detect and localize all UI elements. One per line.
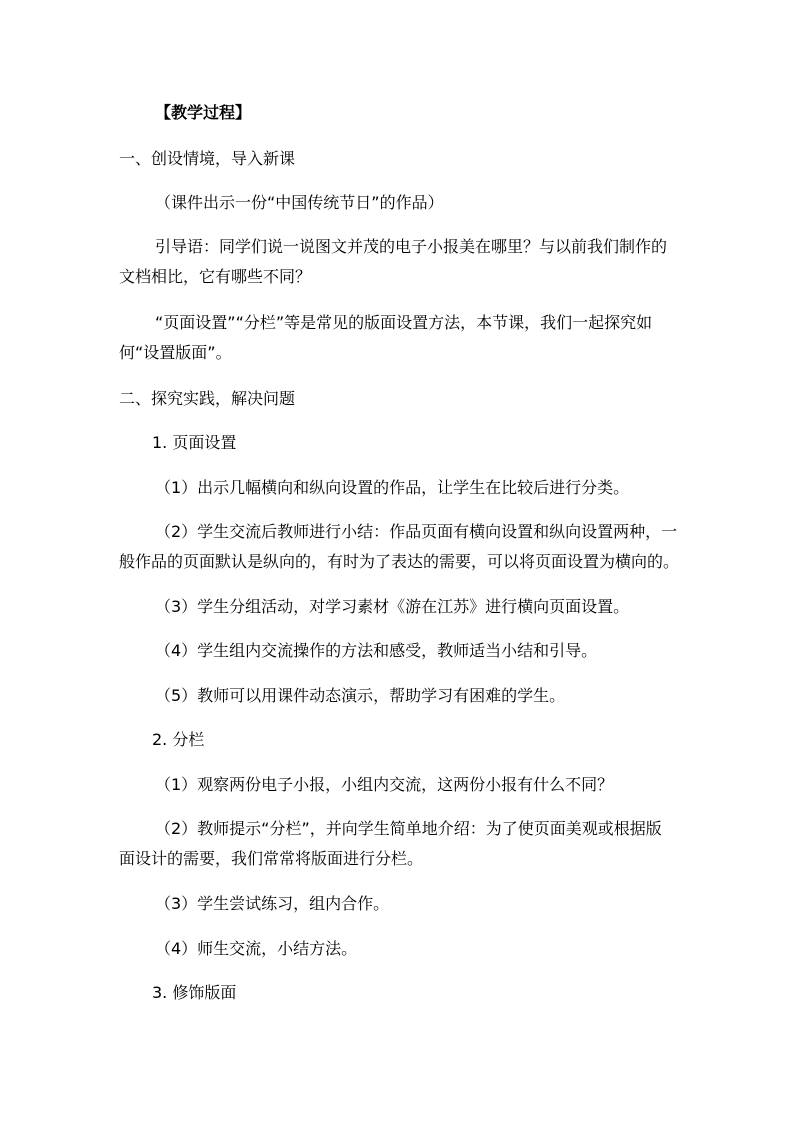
section-1-paragraph-3-line-1: “页面设置”“分栏”等是常见的版面设置方法，本节课，我们一起探究如 bbox=[155, 313, 653, 332]
subsection-1-item-2-line-1: （2）学生交流后教师进行小结：作品页面有横向设置和纵向设置两种，一 bbox=[155, 522, 678, 541]
section-1-paragraph-3-line-2: 何“设置版面”。 bbox=[119, 343, 232, 362]
subsection-2-item-4: （4）师生交流，小结方法。 bbox=[155, 939, 358, 958]
subsection-2-item-2-line-2: 面设计的需要，我们常常将版面进行分栏。 bbox=[119, 849, 424, 868]
section-1-paragraph-2-line-2: 文档相比，它有哪些不同？ bbox=[119, 267, 312, 286]
subsection-1-item-2-line-2: 般作品的页面默认是纵向的，有时为了表达的需要，可以将页面设置为横向的。 bbox=[119, 552, 680, 571]
subsection-1-item-5: （5）教师可以用课件动态演示，帮助学习有困难的学生。 bbox=[155, 686, 566, 705]
subsection-2-title: 2. 分栏 bbox=[152, 730, 205, 749]
subsection-1-title: 1. 页面设置 bbox=[152, 433, 237, 452]
subsection-1-item-4: （4）学生组内交流操作的方法和感受，教师适当小结和引导。 bbox=[155, 641, 598, 660]
subsection-2-item-1: （1）观察两份电子小报，小组内交流，这两份小报有什么不同？ bbox=[155, 775, 614, 794]
subsection-1-item-1: （1）出示几幅横向和纵向设置的作品，让学生在比较后进行分类。 bbox=[155, 478, 630, 497]
subsection-3-title: 3. 修饰版面 bbox=[152, 983, 237, 1002]
section-2-title: 二、探究实践，解决问题 bbox=[119, 389, 296, 408]
lesson-process-heading: 【教学过程】 bbox=[155, 103, 252, 122]
section-1-paragraph-1: （课件出示一份“中国传统节日”的作品） bbox=[155, 193, 444, 212]
subsection-1-item-3: （3）学生分组活动，对学习素材《游在江苏》进行横向页面设置。 bbox=[155, 597, 630, 616]
section-1-paragraph-2-line-1: 引导语：同学们说一说图文并茂的电子小报美在哪里？与以前我们制作的 bbox=[155, 237, 668, 256]
subsection-2-item-2-line-1: （2）教师提示“分栏”，并向学生简单地介绍：为了使页面美观或根据版 bbox=[155, 819, 662, 838]
section-1-title: 一、创设情境，导入新课 bbox=[119, 149, 296, 168]
subsection-2-item-3: （3）学生尝试练习，组内合作。 bbox=[155, 894, 390, 913]
